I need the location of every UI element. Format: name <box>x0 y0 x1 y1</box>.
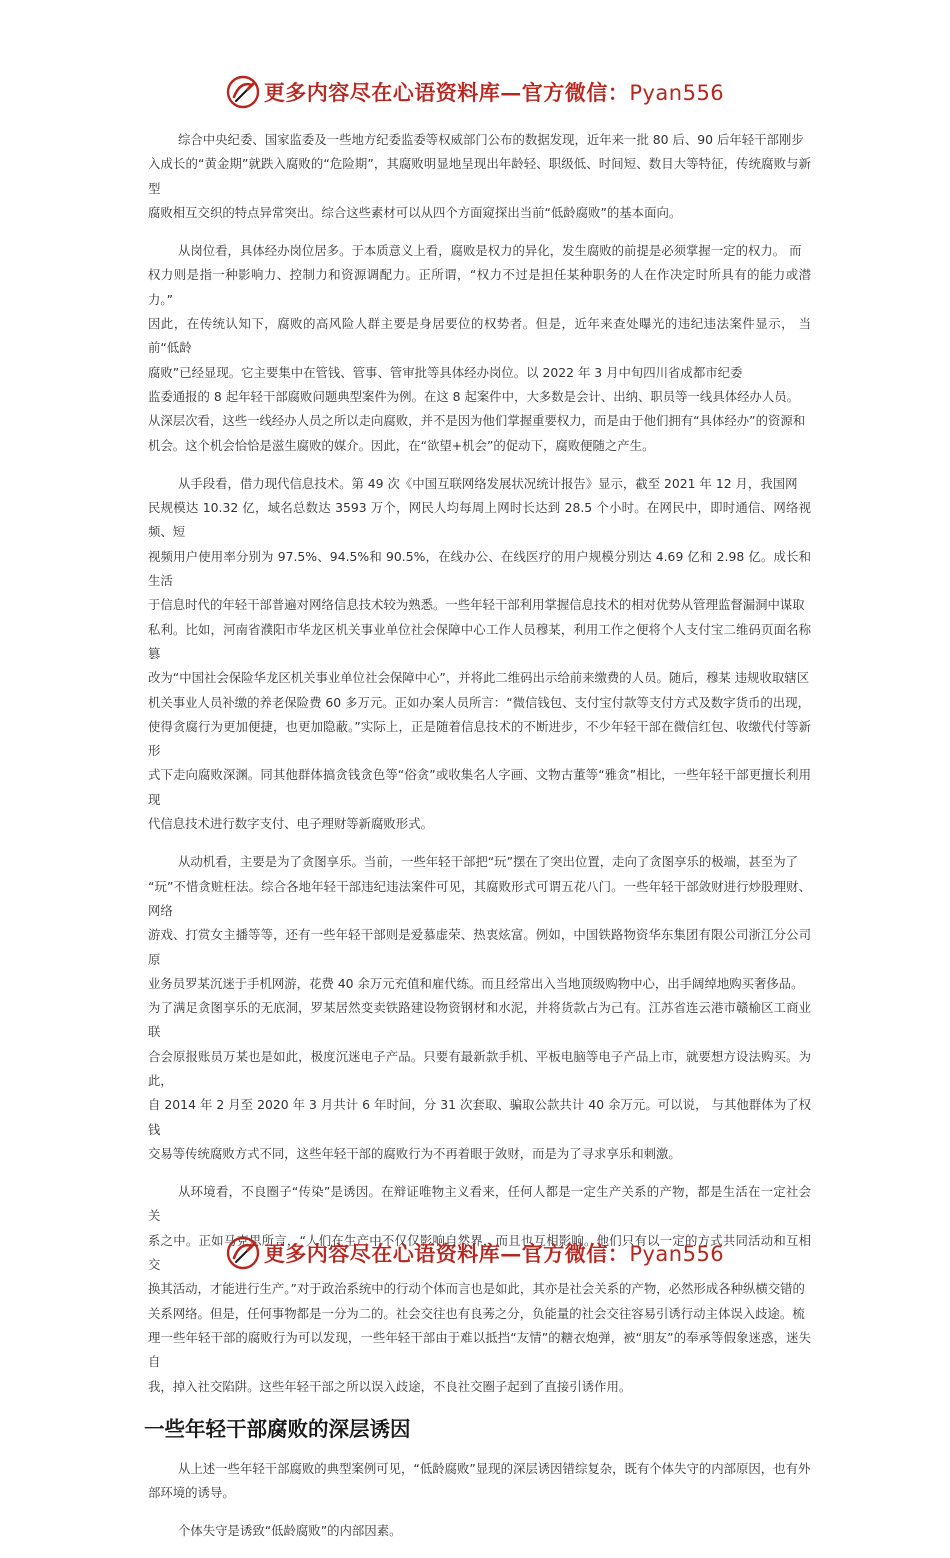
section-heading: 一些年轻干部腐败的深层诱因 <box>144 1416 411 1441</box>
brand-logo-icon <box>226 75 260 109</box>
paragraph-deep-causes: 从上述一些年轻干部腐败的典型案例可见，“低龄腐败”显现的深层诱因错综复杂，既有个体失守的内部原因，也有外 部环境的诱导。 <box>148 1460 811 1501</box>
header-banner <box>0 72 950 112</box>
paragraph-position: 从岗位看，具体经办岗位居多。于本质意义上看，腐败是权力的异化，发生腐败的前提是必须掌握一定的权力。 而 权力则是指一种影响力、控制力和资源调配力。正所谓，“权力不过是担任某种职务的人在作决定时所具有的能力或潜力。” 因此，在传统认知下，腐败的高风险人群主要是身居要位的权势者。但是，近年来查处曝光的违纪违法案件显示， 当前“低龄 腐败”已经显现。它主要集中在管钱、管事、管审批等具体经办岗位。以 2022 年 3 月中旬四川省成都市纪委 监委通报的 8 起年轻干部腐败问题典型案件为例。在这 8 起案件中，大多数是会计、出纳、职员等一线具体经办人员。 从深层次看，这些一线经办人员之所以走向腐败，并不是因为他们掌握重要权力，而是由于他们拥有“具体经办”的资源和 机会。这个机会恰恰是滋生腐败的媒介。因此，在“欲望+机会”的促动下，腐败便随之产生。 <box>148 243 811 453</box>
paragraph-environment: 从环境看，不良圈子“传染”是诱因。在辩证唯物主义看来，任何人都是一定生产关系的产物，都是生活在一定社会 关 系之中。正如马克思所言，“人们在生产中不仅仅影响自然界，而且也互相影响。他们只有以一定的方式共同活动和互相交 换其活动，才能进行生产。”对于政治系统中的行动个体而言也是如此，其亦是社会关系的产物，必然形成各种纵横交错的 关系网络。但是，任何事物都是一分为二的。社会交往也有良莠之分，负能量的社会交往容易引诱行动主体误入歧途。梳 理一些年轻干部的腐败行为可以发现，一些年轻干部由于难以抵挡“友情”的糖衣炮弹，被“朋友”的奉承等假象迷惑，迷失自 我，掉入社交陷阱。这些年轻干部之所以误入歧途，不良社交圈子起到了直接引诱作用。 <box>148 1184 811 1394</box>
document-body <box>144 128 811 1558</box>
paragraph-means: 从手段看，借力现代信息技术。第 49 次《中国互联网络发展状况统计报告》显示，截至 2021 年 12 月，我国网 民规模达 10.32 亿，域名总数达 3593 万个，网民人均每周上网时长达到 28.5 个小时。在网民中，即时通信、网络视频、短 视频用户使用率分别为 97.5%、94.5%和 90.5%，在线办公、在线医疗的用户规模分别达 4.69 亿和 2.98 亿。成长和生活 于信息时代的年轻干部普遍对网络信息技术较为熟悉。一些年轻干部利用掌握信息技术的相对优势从管理监督漏洞中谋取 私利。比如，河南省濮阳市华龙区机关事业单位社会保障中心工作人员穆某，利用工作之便将个人支付宝二维码页面名称篡 改为“中国社会保险华龙区机关事业单位社会保障中心”，并将此二维码出示给前来缴费的人员。随后，穆某 违规收取辖区 机关事业人员补缴的养老保险费 60 多万元。正如办案人员所言：“微信钱包、支付宝付款等支付方式及数字货币的出现， 使得贪腐行为更加便捷，也更加隐蔽。”实际上，正是随着信息技术的不断进步，不少年轻干部在微信红包、收缴代付等新形 式下走向腐败深渊。同其他群体搞贪钱贪色等“俗贪”或收集名人字画、文物古董等“雅贪”相比，一些年轻干部更擅长利用现 代信息技术进行数字支付、电子理财等新腐败形式。 <box>148 475 811 832</box>
paragraph-overview: 综合中央纪委、国家监委及一些地方纪委监委等权威部门公布的数据发现，近年来一批 80 后、90 后年轻干部刚步 入成长的“黄金期”就跌入腐败的“危险期”，其腐败明显地呈现出年龄轻、职级低、时间短、数目大等特征，传统腐败与新型 腐败相互交织的特点异常突出。综合这些素材可以从四个方面窥探出当前“低龄腐败”的基本面向。 <box>148 132 811 220</box>
banner-text: 更多内容尽在心语资料库—官方微信：Pyan556 <box>263 80 725 105</box>
footer-banner <box>0 1233 950 1273</box>
banner-text: 更多内容尽在心语资料库—官方微信：Pyan556 <box>263 1241 725 1266</box>
brand-logo-icon <box>226 1236 260 1270</box>
paragraph-motive: 从动机看，主要是为了贪图享乐。当前，一些年轻干部把“玩”摆在了突出位置，走向了贪图享乐的极端，甚至为了 “玩”不惜贪赃枉法。综合各地年轻干部违纪违法案件可见，其腐败形式可谓五花八门。一些年轻干部敛财进行炒股理财、网络 游戏、打赏女主播等等，还有一些年轻干部则是爱慕虚荣、热衷炫富。例如，中国铁路物资华东集团有限公司浙江分公司原 业务员罗某沉迷于手机网游，花费 40 余万元充值和雇代练。而且经常出入当地顶级购物中心，出手阔绰地购买奢侈品。 为了满足贪图享乐的无底洞，罗某居然变卖铁路建设物资钢材和水泥，并将货款占为己有。江苏省连云港市赣榆区工商业联 合会原报账员万某也是如此，极度沉迷电子产品。只要有最新款手机、平板电脑等电子产品上市，就要想方设法购买。为此， 自 2014 年 2 月至 2020 年 3 月共计 6 年时间，分 31 次套取、骗取公款共计 40 余万元。可以说， 与其他群体为了权钱 交易等传统腐败方式不同，这些年轻干部的腐败行为不再着眼于敛财，而是为了寻求享乐和刺激。 <box>148 854 811 1161</box>
paragraph-internal-factor: 个体失守是诱致“低龄腐败”的内部因素。 <box>178 1523 402 1539</box>
